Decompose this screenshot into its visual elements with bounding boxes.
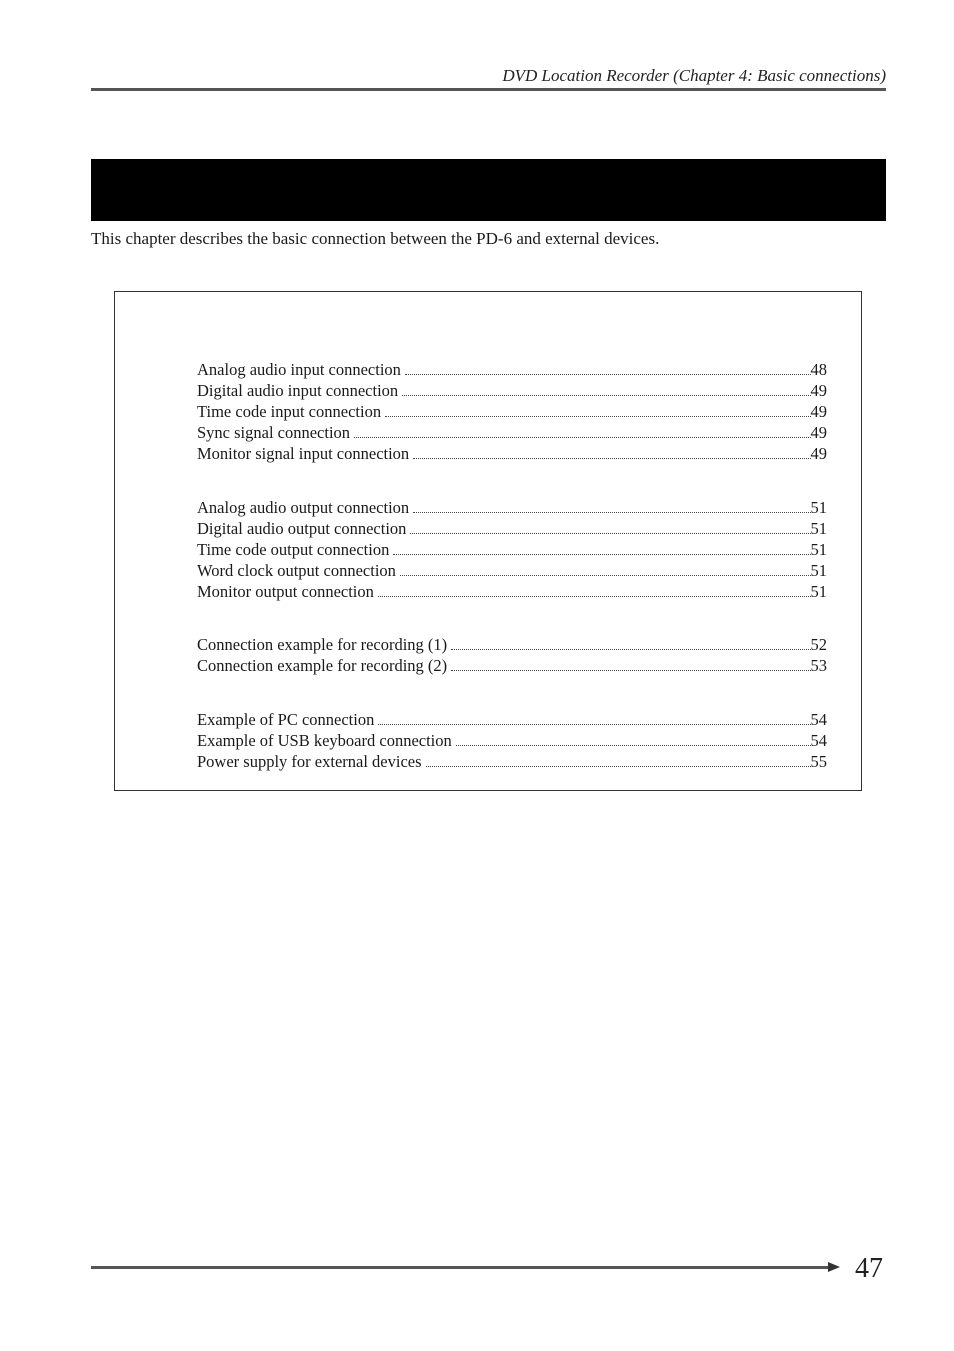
toc-entry-label: Connection example for recording (1) <box>197 635 448 654</box>
toc-entry[interactable] <box>197 518 827 539</box>
header-rule <box>91 88 886 91</box>
toc-dot-leader <box>405 373 811 375</box>
toc-dot-leader <box>451 648 810 650</box>
toc-entry-label: Example of USB keyboard connection <box>197 731 452 750</box>
toc-dot-leader <box>451 669 810 671</box>
toc-entry[interactable] <box>197 709 827 730</box>
toc-entry-label: Example of PC connection <box>197 710 375 729</box>
toc-dot-leader <box>410 532 810 534</box>
toc-dot-leader <box>456 744 811 746</box>
toc-box <box>114 291 862 791</box>
toc-entry[interactable] <box>197 655 827 676</box>
toc-entry-label: Analog audio output connection <box>197 498 410 517</box>
toc-entry-page: 49 <box>810 402 827 421</box>
footer-arrow-icon <box>828 1262 840 1272</box>
toc-dot-leader <box>378 723 810 725</box>
toc-dot-leader <box>354 436 810 438</box>
toc-entry-page: 49 <box>810 381 827 400</box>
toc-entry-label: Digital audio input connection <box>197 381 399 400</box>
toc-entry[interactable] <box>197 497 827 518</box>
toc-entry-label: Analog audio input connection <box>197 360 401 379</box>
toc-dot-leader <box>385 415 810 417</box>
toc-group-examples <box>197 634 827 676</box>
toc-group-other <box>197 709 827 772</box>
toc-entry[interactable] <box>197 401 827 422</box>
toc-entry[interactable] <box>197 443 827 464</box>
toc-entry[interactable] <box>197 634 827 655</box>
toc-dot-leader <box>426 765 811 767</box>
page-number: 47 <box>855 1253 883 1284</box>
toc-dot-leader <box>378 595 811 597</box>
toc-entry-page: 52 <box>810 635 827 654</box>
toc-entry-page: 54 <box>810 731 827 750</box>
toc-entry-page: 51 <box>810 561 827 580</box>
toc-entry-label: Power supply for external devices <box>197 752 422 771</box>
toc-entry-page: 51 <box>810 582 827 601</box>
toc-dot-leader <box>400 574 811 576</box>
toc-entry[interactable] <box>197 359 827 380</box>
toc-entry-page: 49 <box>810 423 827 442</box>
toc-entry-label: Digital audio output connection <box>197 519 407 538</box>
toc-entry-label: Word clock output connection <box>197 561 396 580</box>
toc-dot-leader <box>413 457 810 459</box>
running-header-title: DVD Location Recorder (Chapter 4: Basic connections) <box>502 66 886 85</box>
toc-dot-leader <box>393 553 810 555</box>
toc-entry-label: Time code output connection <box>197 540 390 559</box>
toc-group-inputs <box>197 359 827 464</box>
toc-entry-page: 48 <box>810 360 827 379</box>
toc-entry-label: Connection example for recording (2) <box>197 656 448 675</box>
toc-group-outputs <box>197 497 827 602</box>
toc-entry-page: 51 <box>810 519 827 538</box>
toc-entry[interactable] <box>197 560 827 581</box>
toc-entry-page: 51 <box>810 498 827 517</box>
toc-entry-page: 53 <box>810 656 827 675</box>
toc-entry[interactable] <box>197 539 827 560</box>
chapter-title-bar <box>91 159 886 221</box>
toc-entry-label: Time code input connection <box>197 402 382 421</box>
toc-entry[interactable] <box>197 422 827 443</box>
footer-rule <box>91 1266 829 1269</box>
toc-entry-label: Sync signal connection <box>197 423 351 442</box>
toc-entry-label: Monitor output connection <box>197 582 374 601</box>
toc-entry[interactable] <box>197 380 827 401</box>
toc-entry[interactable] <box>197 581 827 602</box>
toc-entry[interactable] <box>197 730 827 751</box>
toc-entry[interactable] <box>197 751 827 772</box>
chapter-intro: This chapter describes the basic connection between the PD-6 and external devices. <box>91 229 660 248</box>
toc-entry-page: 51 <box>810 540 827 559</box>
toc-entry-label: Monitor signal input connection <box>197 444 410 463</box>
toc-entry-page: 49 <box>810 444 827 463</box>
toc-dot-leader <box>413 511 810 513</box>
toc-entry-page: 54 <box>810 710 827 729</box>
toc-entry-page: 55 <box>810 752 827 771</box>
toc-dot-leader <box>402 394 810 396</box>
